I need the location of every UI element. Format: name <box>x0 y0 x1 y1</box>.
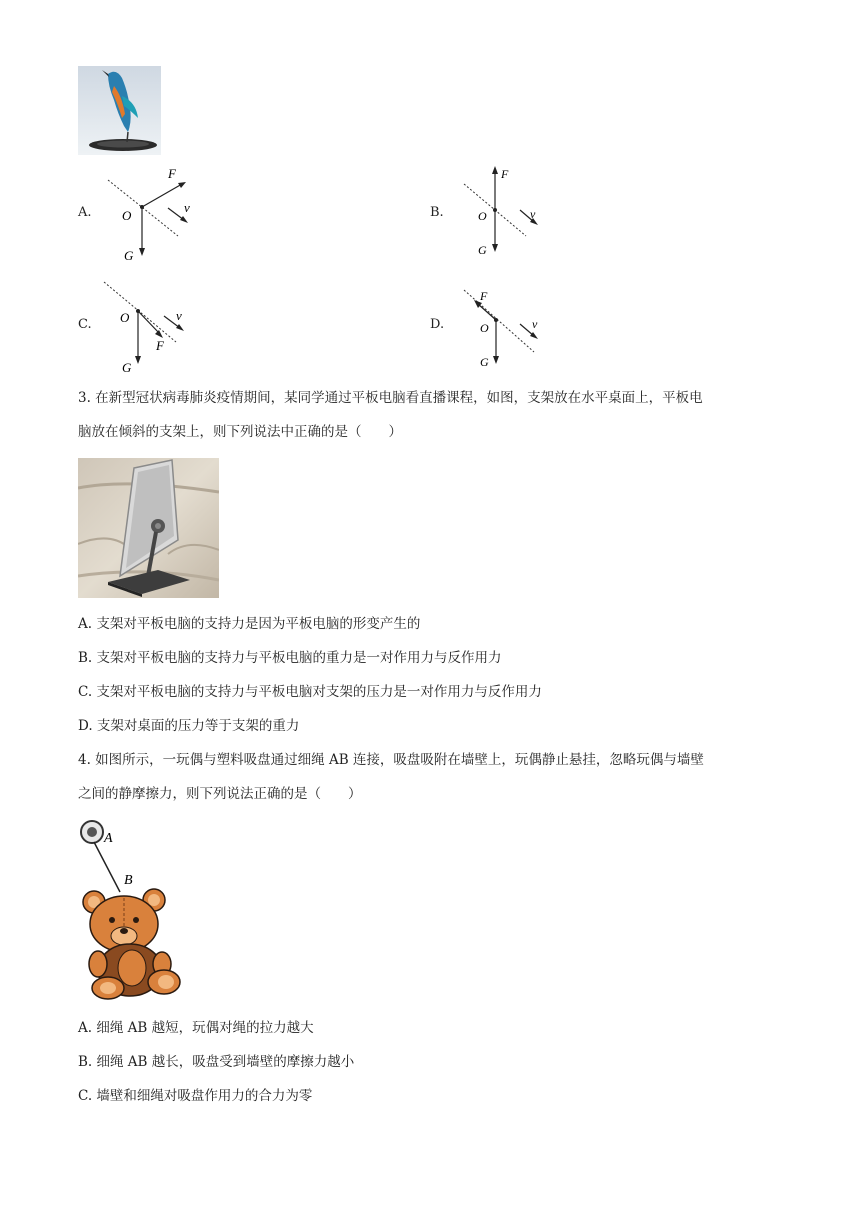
velocity-label: v <box>176 308 182 323</box>
velocity-label: v <box>532 317 538 331</box>
q2-option-b-diagram <box>460 162 560 264</box>
point-b-label: B <box>124 873 133 888</box>
q2-option-b-letter[interactable]: B. <box>430 205 444 220</box>
point-a-label: A <box>104 831 113 846</box>
origin-label: O <box>480 321 489 335</box>
gravity-label: G <box>478 243 487 257</box>
force-label: F <box>156 338 164 353</box>
q2-option-a-letter[interactable]: A. <box>78 205 92 220</box>
q2-option-c-letter[interactable]: C. <box>78 317 92 332</box>
velocity-label: v <box>184 200 190 215</box>
q3-option-b[interactable]: B. 支架对平板电脑的支持力与平板电脑的重力是一对作用力与反作用力 <box>78 650 502 666</box>
force-label: F <box>168 166 176 181</box>
force-label: F <box>480 289 488 303</box>
q4-option-c[interactable]: C. 墙壁和细绳对吸盘作用力的合力为零 <box>78 1088 313 1104</box>
q3-option-d[interactable]: D. 支架对桌面的压力等于支架的重力 <box>78 718 300 734</box>
kingfisher-photo <box>78 66 161 155</box>
q3-stem-line1: 3. 在新型冠状病毒肺炎疫情期间，某同学通过平板电脑看直播课程，如图，支架放在水平桌面上，平板电 <box>78 390 703 406</box>
velocity-label: v <box>530 207 536 221</box>
q4-stem-line1: 4. 如图所示，一玩偶与塑料吸盘通过细绳 AB 连接，吸盘吸附在墙壁上，玩偶静止悬挂，忽略玩偶与墙壁 <box>78 752 704 768</box>
q2-option-d-letter[interactable]: D. <box>430 317 445 332</box>
q4-option-b[interactable]: B. 细绳 AB 越长，吸盘受到墙壁的摩擦力越小 <box>78 1054 355 1070</box>
gravity-label: G <box>122 360 132 375</box>
tablet-stand-photo <box>78 458 219 598</box>
q3-option-a[interactable]: A. 支架对平板电脑的支持力是因为平板电脑的形变产生的 <box>78 616 421 632</box>
q4-stem-line2: 之间的静摩擦力，则下列说法正确的是（ ） <box>78 786 362 802</box>
origin-label: O <box>122 208 132 223</box>
q4-option-a[interactable]: A. 细绳 AB 越短，玩偶对绳的拉力越大 <box>78 1020 314 1036</box>
q3-option-c[interactable]: C. 支架对平板电脑的支持力与平板电脑对支架的压力是一对作用力与反作用力 <box>78 684 542 700</box>
origin-label: O <box>478 209 487 223</box>
origin-label: O <box>120 310 130 325</box>
teddy-bear-figure <box>76 818 188 1002</box>
gravity-label: G <box>480 355 489 369</box>
q2-option-c-diagram <box>100 278 200 376</box>
force-label: F <box>501 167 509 181</box>
gravity-label: G <box>124 248 134 263</box>
q2-option-d-diagram <box>460 286 560 372</box>
q3-stem-line2: 脑放在倾斜的支架上，则下列说法中正确的是（ ） <box>78 424 402 440</box>
q2-option-a-diagram <box>100 162 210 264</box>
